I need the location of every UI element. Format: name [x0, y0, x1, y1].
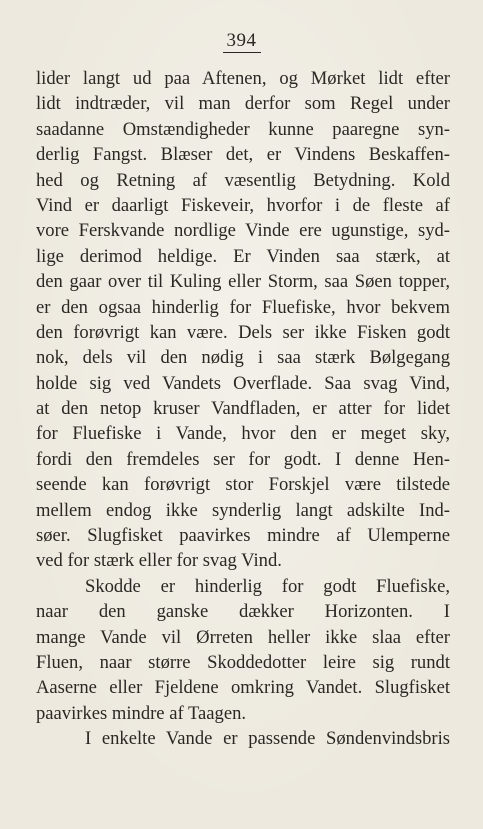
text-line: lider langt ud paa Aftenen, og Mørket lidt efter: [36, 68, 450, 89]
text-line: Aaserne eller Fjeldene omkring Vandet. Slugfisket: [36, 677, 450, 699]
text-line: den forøvrigt kan være. Dels ser ikke Fisken godt: [36, 321, 450, 343]
text-line: Vind er daarligt Fiskeveir, hvorfor i de fleste af: [36, 194, 450, 216]
text-line-paragraph-end: ved for stærk eller for svag Vind.: [36, 550, 282, 572]
text-line: den gaar over til Kuling eller Storm, saa Søen topper,: [36, 271, 450, 293]
text-line-paragraph-start: Skodde er hinderlig for godt Fluefiske,: [85, 575, 450, 597]
text-line: søer. Slugfisket paavirkes mindre af Ulemperne: [36, 525, 450, 547]
text-line: naar den ganske dækker Horizonten. I: [36, 601, 450, 623]
text-line: er den ogsaa hinderlig for Fluefiske, hvor bekvem: [36, 296, 450, 318]
text-line: holde sig ved Vandets Overflade. Saa svag Vind,: [36, 372, 450, 394]
text-line: mellem endog ikke synderlig langt adskilte Ind-: [36, 499, 450, 521]
text-line-paragraph-start: I enkelte Vande er passende Søndenvindsbris: [85, 728, 450, 750]
text-line: fordi den fremdeles ser for godt. I denne Hen-: [36, 448, 450, 470]
text-line: lige derimod heldige. Er Vinden saa stærk, at: [36, 245, 450, 267]
text-line: at den netop kruser Vandfladen, er atter for lidet: [36, 398, 450, 420]
text-line: vore Ferskvande nordlige Vinde ere ugunstige, syd-: [36, 220, 450, 242]
body-text: [36, 66, 450, 752]
text-line: Fluen, naar større Skoddedotter leire sig rundt: [36, 651, 450, 673]
text-line: derlig Fangst. Blæser det, er Vindens Beskaffen-: [36, 144, 450, 166]
text-line: lidt indtræder, vil man derfor som Regel under: [36, 93, 450, 115]
text-line: mange Vande vil Ørreten heller ikke slaa efter: [36, 626, 450, 648]
page-number-text: 394: [223, 31, 261, 53]
page-number: [0, 30, 483, 53]
text-line: nok, dels vil den nødig i saa stærk Bølgegang: [36, 347, 450, 369]
text-line: saadanne Omstændigheder kunne paaregne syn-: [36, 118, 450, 140]
text-line: seende kan forøvrigt stor Forskjel være tilstede: [36, 474, 450, 496]
text-line-paragraph-end: paavirkes mindre af Taagen.: [36, 702, 247, 724]
text-line: hed og Retning af væsentlig Betydning. Kold: [36, 169, 450, 191]
text-line: for Fluefiske i Vande, hvor den er meget sky,: [36, 423, 450, 445]
